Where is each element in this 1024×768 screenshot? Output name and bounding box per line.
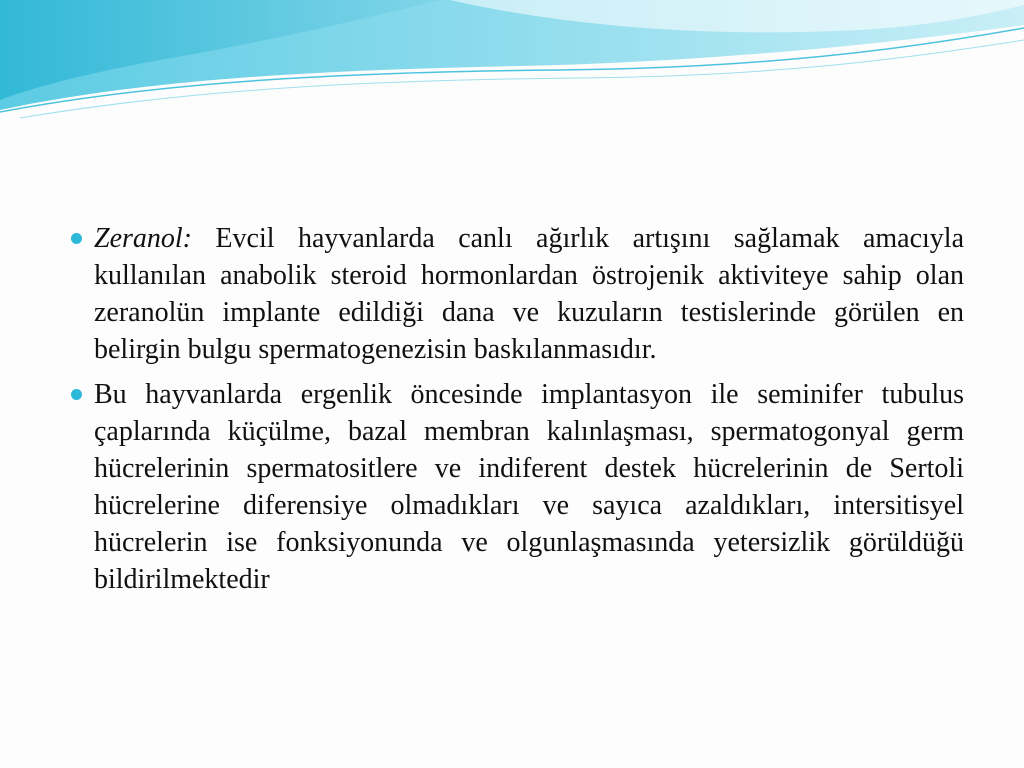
bullet-dot-icon (71, 389, 82, 400)
bullet-text: Bu hayvanlarda ergenlik öncesinde implantasyon ile seminifer tubulus çaplarında küçülme, bazal membran kalınlaşması, spermatogonyal germ hücrelerinin spermatositlere ve indiferent destek hücrelerinin de Sertoli hücrelerine diferensiye olmadıkları ve sayıca azaldıkları, intersitisyel hücrelerin ise fonksiyonunda ve olgunlaşmasında yetersizlik görüldüğü bildirilmektedir (94, 379, 964, 595)
bullet-text: Evcil hayvanlarda canlı ağırlık artışını sağlamak amacıyla kullanılan anabolik steroid hormonlardan östrojenik aktiviteye sahip olan zeranolün implante edildiği dana ve kuzuların testislerinde görülen en belirgin bulgu spermatogenezisin baskılanmasıdır. (94, 223, 964, 365)
header-wave-decoration (0, 0, 1024, 130)
bullet-dot-icon (71, 233, 82, 244)
slide-body (68, 220, 964, 606)
bullet-item-implantation (68, 376, 964, 598)
bullet-term: Zeranol: (94, 223, 192, 254)
bullet-list (68, 220, 964, 598)
bullet-item-zeranol (68, 220, 964, 368)
